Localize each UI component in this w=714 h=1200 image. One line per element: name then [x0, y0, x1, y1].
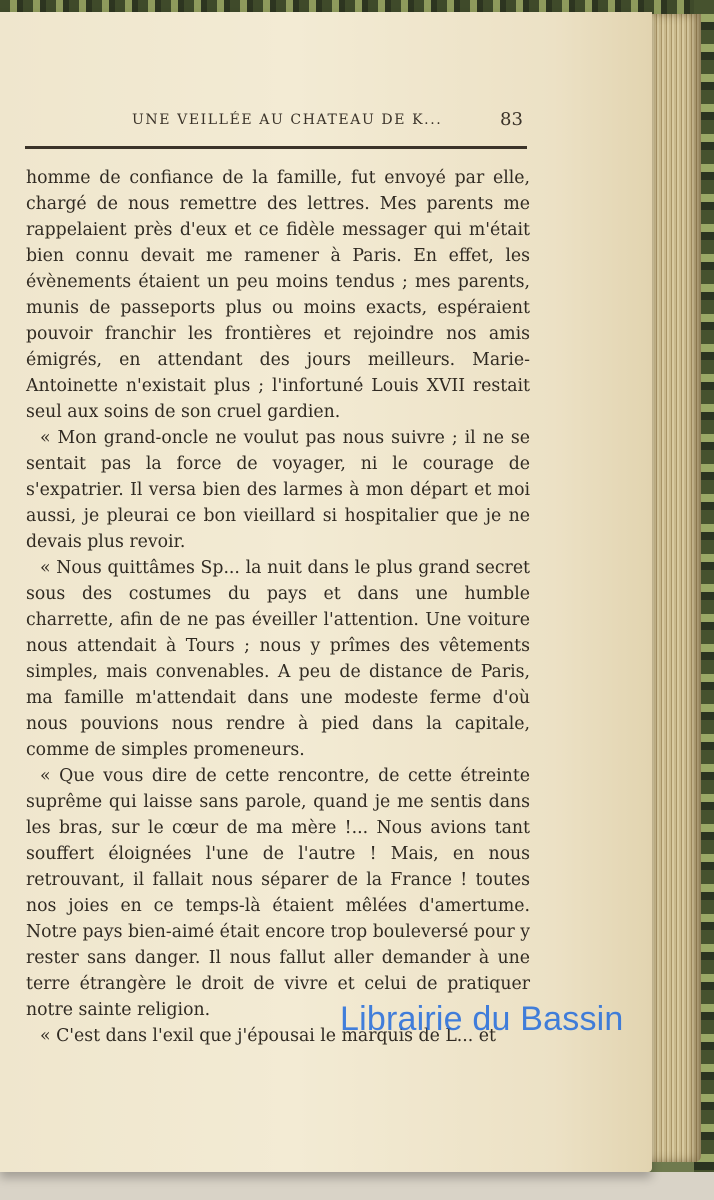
page-edges — [648, 14, 701, 1162]
paragraph: « Que vous dire de cette rencontre, de cette étreinte suprême qui laisse sans parole, quand je me sentis dans les bras, sur le cœur de ma mère !... Nous avions tant souffert éloignées l'une de l'autre ! Mais, en nous retrouvant, il fallait nous séparer de la France ! toutes nos joies en ce temps-là étaient mêlées d'amertume. Notre pays bien-aimé était encore trop bouleversé pour y rester sans danger. Il nous fallut aller demander à une terre étrangère le droit de vivre et celui de pratiquer notre sainte religion. — [26, 766, 530, 1020]
table-surface — [0, 1172, 714, 1200]
header-rule — [25, 146, 527, 149]
running-title: UNE VEILLÉE AU CHATEAU DE K... — [132, 112, 443, 128]
paragraph: « Mon grand-oncle ne voulut pas nous suivre ; il ne se sentait pas la force de voyager, ni le courage de s'expatrier. Il versa bien des larmes à mon départ et moi aussi, je pleurai ce bon vieillard si hospitalier que je ne devais plus revoir. — [26, 428, 530, 552]
paragraph: homme de confiance de la famille, fut envoyé par elle, chargé de nous remettre des lettres. Mes parents me rappelaient près d'eux et ce fidèle messager qui m'était bien connu devait me ramener à Paris. En effet, les évènements étaient un peu moins tendus ; mes parents, munis de passeports plus ou moins exacts, espéraient pouvoir franchir les frontières et rejoindre nos amis émigrés, en attendant des jours meilleurs. Marie-Antoinette n'existait plus ; l'infortuné Louis XVII restait seul aux soins de son cruel gardien. — [26, 168, 530, 422]
page-number: 83 — [500, 109, 523, 130]
running-head — [0, 109, 652, 133]
paragraph: « C'est dans l'exil que j'épousai le marquis de L... et — [40, 1026, 496, 1046]
body-text — [26, 165, 530, 1049]
paragraph: « Nous quittâmes Sp... la nuit dans le plus grand secret sous des costumes du pays et dans une humble charrette, afin de ne pas éveiller l'attention. Une voiture nous attendait à Tours ; nous y prîmes des vêtements simples, mais convenables. A peu de distance de Paris, ma famille m'attendait dans une modeste ferme d'où nous pouvions nous rendre à pied dans la capitale, comme de simples promeneurs. — [26, 558, 530, 760]
watermark: Librairie du Bassin — [340, 1000, 624, 1038]
book-page — [0, 12, 652, 1172]
